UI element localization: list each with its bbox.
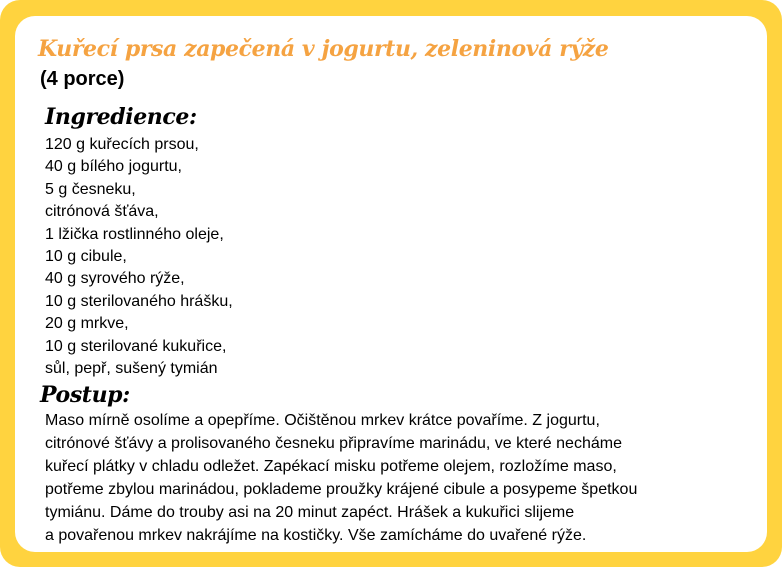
- ingredient-item: 10 g sterilovaného hrášku,: [45, 292, 233, 310]
- ingredient-item: 10 g cibule,: [45, 248, 127, 266]
- ingredient-item: 10 g sterilované kukuřice,: [45, 337, 227, 355]
- recipe-servings: (4 porce): [40, 68, 125, 90]
- ingredient-item: sůl, pepř, sušený tymián: [45, 360, 218, 378]
- ingredient-item: 20 g mrkve,: [45, 315, 129, 333]
- procedure-heading: Postup:: [40, 382, 130, 408]
- procedure-line: citrónové šťávy a prolisovaného česneku připravíme marinádu, ve které necháme: [45, 434, 622, 452]
- ingredients-list: [45, 134, 233, 380]
- ingredient-item: 120 g kuřecích prsou,: [45, 136, 199, 153]
- procedure-line: Maso mírně osolíme a opepříme. Očištěnou mrkev krátce povaříme. Z jogurtu,: [45, 412, 600, 429]
- recipe-title: Kuřecí prsa zapečená v jogurtu, zeleninová rýže: [38, 36, 609, 62]
- ingredient-item: 5 g česneku,: [45, 180, 136, 198]
- ingredient-item: 40 g syrového rýže,: [45, 270, 185, 288]
- procedure-line: tymiánu. Dáme do trouby asi na 20 minut zapéct. Hrášek a kukuřici slijeme: [45, 503, 575, 521]
- ingredient-item: 1 lžička rostlinného oleje,: [45, 225, 224, 243]
- ingredient-item: citrónová šťáva,: [45, 203, 159, 221]
- procedure-line: potřeme zbylou marinádou, poklademe proužky krájené cibule a posypeme špetkou: [45, 480, 638, 498]
- procedure-text: [45, 410, 637, 547]
- ingredient-item: 40 g bílého jogurtu,: [45, 158, 182, 176]
- procedure-line: kuřecí plátky v chladu odležet. Zapékací misku potřeme olejem, rozložíme maso,: [45, 457, 617, 475]
- ingredients-heading: Ingredience:: [45, 104, 197, 130]
- procedure-line: a povařenou mrkev nakrájíme na kostičky. Vše zamícháme do uvařené rýže.: [45, 526, 587, 544]
